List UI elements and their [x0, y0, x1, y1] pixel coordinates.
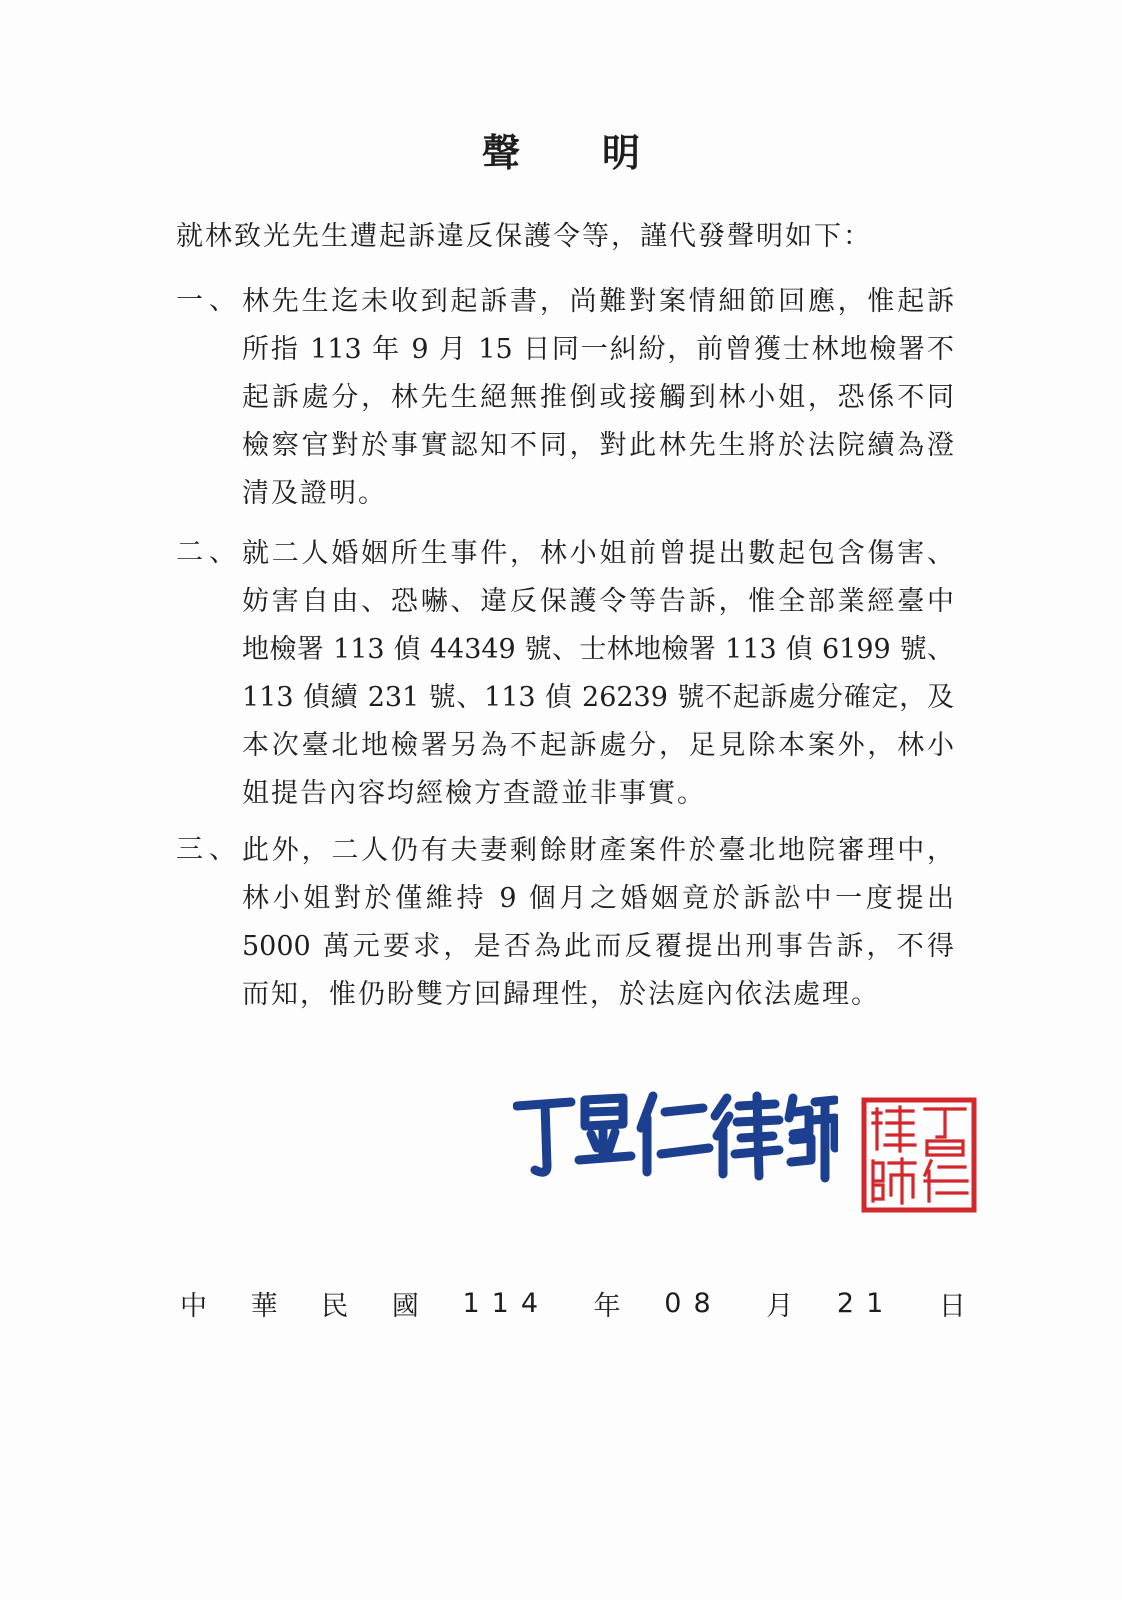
date-day: 21: [836, 1287, 896, 1319]
item-line: 清及證明。: [242, 478, 387, 509]
date-line: [180, 1285, 966, 1321]
intro-paragraph: 就林致光先生遭起訴違反保護令等，謹代發聲明如下：: [176, 221, 872, 252]
date-month-unit: 月: [766, 1290, 794, 1322]
date-month: 08: [664, 1287, 723, 1319]
item-line: 地檢署 113 偵 44349 號、士林地檢署 113 偵 6199 號、: [242, 634, 954, 665]
item-line: 妨害自由、恐嚇、違反保護令等告訴，惟全部業經臺中: [242, 586, 954, 617]
item-line: 此外，二人仍有夫妻剩餘財產案件於臺北地院審理中，: [242, 835, 954, 866]
item-line: 本次臺北地檢署另為不起訴處分，足見除本案外，林小: [242, 730, 954, 761]
item-line: 113 偵續 231 號、113 偵 26239 號不起訴處分確定，及: [242, 682, 954, 713]
item-line: 姐提告內容均經檢方查證並非事實。: [242, 778, 706, 809]
item-number: 二、: [176, 537, 242, 568]
item-number: 一、: [176, 285, 242, 316]
date-year: 114: [462, 1287, 551, 1319]
date-day-unit: 日: [938, 1290, 966, 1322]
statement-item-1: [176, 278, 966, 518]
statement-item-2: [176, 530, 966, 818]
date-era-char: 國: [391, 1290, 419, 1322]
date-era-char: 中: [180, 1290, 207, 1322]
item-line: 而知，惟仍盼雙方回歸理性，於法庭內依法處理。: [242, 979, 880, 1010]
date-era-char: 華: [250, 1290, 278, 1322]
item-line: 林先生迄未收到起訴書，尚難對案情細節回應，惟起訴: [242, 286, 954, 317]
item-line: 5000 萬元要求，是否為此而反覆提出刑事告訴，不得: [242, 931, 954, 962]
item-number: 三、: [176, 834, 242, 865]
item-line: 林小姐對於僅維持 9 個月之婚姻竟於訴訟中一度提出: [242, 883, 954, 914]
date-year-unit: 年: [593, 1290, 621, 1322]
item-line: 起訴處分，林先生絕無推倒或接觸到林小姐，恐係不同: [242, 382, 954, 413]
date-era-char: 民: [321, 1290, 349, 1322]
item-line: 檢察官對於事實認知不同，對此林先生將於法院續為澄: [242, 430, 954, 461]
item-line: 就二人婚姻所生事件，林小姐前曾提出數起包含傷害、: [242, 538, 954, 569]
item-line: 所指 113 年 9 月 15 日同一糾紛，前曾獲士林地檢署不: [242, 334, 954, 365]
signature-image: [513, 1088, 838, 1183]
seal-stamp-image: [861, 1097, 977, 1213]
statement-item-3: [176, 827, 966, 1019]
document-title: 聲明: [481, 130, 722, 175]
